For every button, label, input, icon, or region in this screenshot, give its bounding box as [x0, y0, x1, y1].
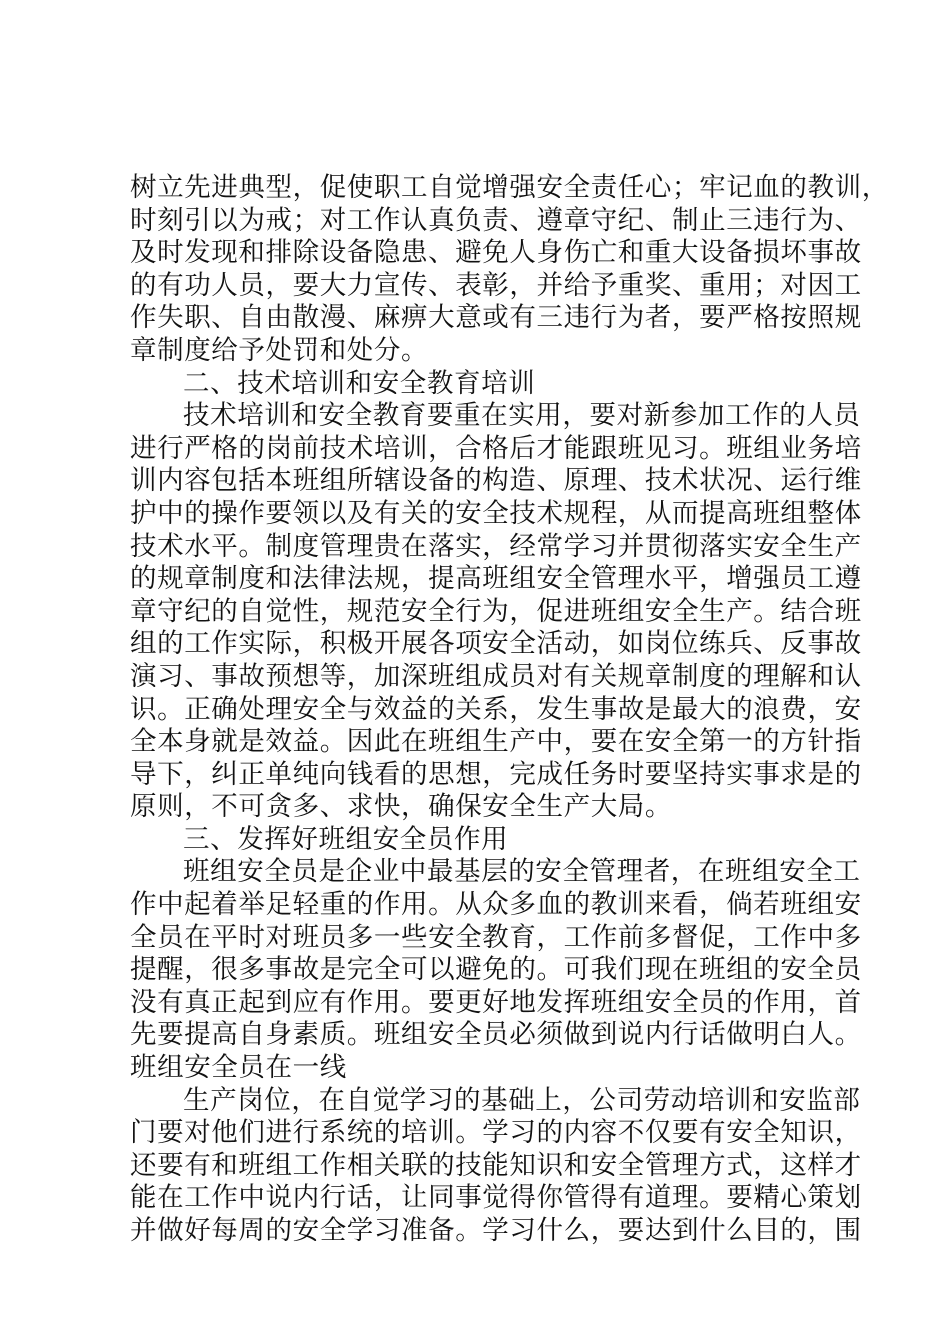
text-line: 提醒，很多事故是完全可以避免的。可我们现在班组的安全员	[130, 954, 862, 986]
text-line: 门要对他们进行系统的培训。学习的内容不仅要有安全知识，	[130, 1117, 862, 1149]
text-line: 演习、事故预想等，加深班组成员对有关规章制度的理解和认	[130, 660, 862, 692]
text-line: 班组安全员在一线	[130, 1052, 347, 1084]
text-line: 时刻引以为戒；对工作认真负责、遵章守纪、制止三违行为、	[130, 204, 862, 236]
text-line: 全本身就是效益。因此在班组生产中，要在安全第一的方针指	[130, 726, 862, 758]
text-line: 并做好每周的安全学习准备。学习什么，要达到什么目的，围	[130, 1215, 862, 1246]
text-line: 训内容包括本班组所辖设备的构造、原理、技术状况、运行维	[130, 465, 862, 497]
text-line: 的规章制度和法律法规，提高班组安全管理水平，增强员工遵	[130, 563, 862, 595]
paragraph-first-line: 生产岗位，在自觉学习的基础上，公司劳动培训和安监部	[183, 1084, 861, 1116]
text-line: 作失职、自由散漫、麻痹大意或有三违行为者，要严格按照规	[130, 302, 862, 334]
text-line: 组的工作实际，积极开展各项安全活动，如岗位练兵、反事故	[130, 628, 862, 660]
section-heading: 二、技术培训和安全教育培训	[183, 367, 536, 399]
text-line: 护中的操作要领以及有关的安全技术规程，从而提高班组整体	[130, 497, 862, 529]
paragraph-first-line: 技术培训和安全教育要重在实用，要对新参加工作的人员	[183, 400, 861, 432]
text-line: 全员在平时对班员多一些安全教育，工作前多督促，工作中多	[130, 921, 862, 953]
text-line: 识。正确处理安全与效益的关系，发生事故是最大的浪费，安	[130, 693, 862, 725]
text-line: 还要有和班组工作相关联的技能知识和安全管理方式，这样才	[130, 1149, 862, 1181]
paragraph-first-line: 班组安全员是企业中最基层的安全管理者，在班组安全工	[183, 856, 861, 888]
text-line: 原则，不可贪多、求快，确保安全生产大局。	[130, 791, 672, 823]
text-line: 章守纪的自觉性，规范安全行为，促进班组安全生产。结合班	[130, 595, 862, 627]
text-line: 先要提高自身素质。班组安全员必须做到说内行话做明白人。	[130, 1019, 862, 1051]
text-line: 进行严格的岗前技术培训，合格后才能跟班见习。班组业务培	[130, 432, 862, 464]
text-line: 及时发现和排除设备隐患、避免人身伤亡和重大设备损坏事故	[130, 237, 862, 269]
text-line: 没有真正起到应有作用。要更好地发挥班组安全员的作用，首	[130, 986, 862, 1018]
text-line: 章制度给予处罚和处分。	[130, 334, 429, 366]
document-body	[130, 172, 889, 1248]
text-line: 树立先进典型，促使职工自觉增强安全责任心；牢记血的教训，	[130, 172, 889, 203]
text-line: 技术水平。制度管理贵在落实，经常学习并贯彻落实安全生产	[130, 530, 862, 562]
text-line: 的有功人员，要大力宣传、表彰，并给予重奖、重用；对因工	[130, 269, 862, 301]
text-line: 作中起着举足轻重的作用。从众多血的教训来看，倘若班组安	[130, 889, 862, 921]
text-line: 导下，纠正单纯向钱看的思想，完成任务时要坚持实事求是的	[130, 758, 862, 790]
text-line: 能在工作中说内行话，让同事觉得你管得有道理。要精心策划	[130, 1182, 862, 1214]
section-heading: 三、发挥好班组安全员作用	[183, 823, 509, 855]
